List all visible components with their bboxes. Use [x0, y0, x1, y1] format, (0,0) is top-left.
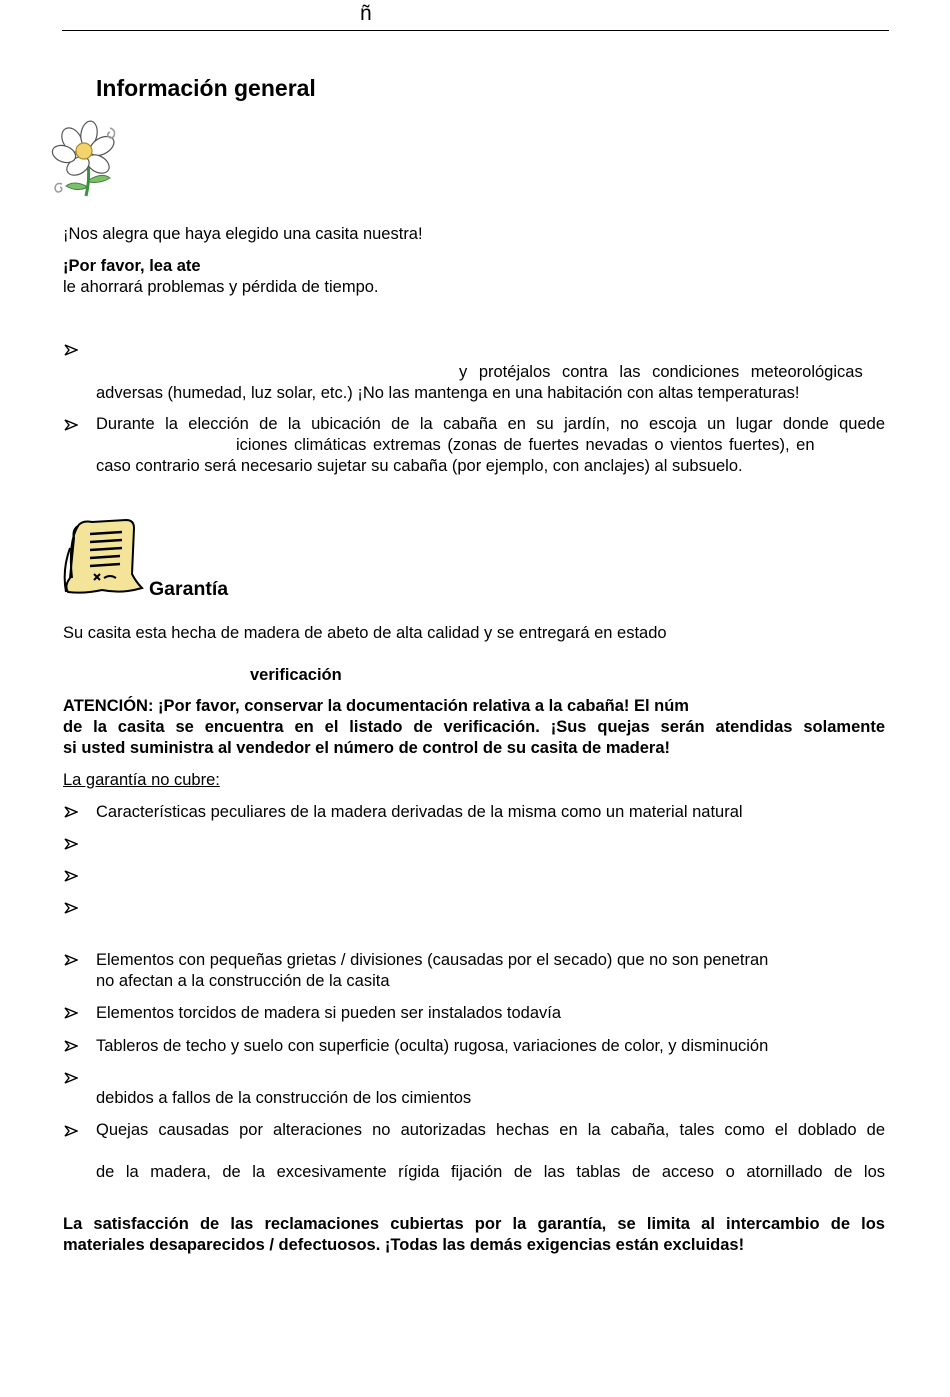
- guarantee-para1: Su casita esta hecha de madera de abeto de alta calidad y se entregará en estado: [63, 624, 667, 642]
- attention-line2: de la casita se encuentra en el listado de verificación. ¡Sus quejas serán atendidas solamente: [63, 718, 885, 736]
- section-title-guarantee: Garantía: [149, 578, 229, 600]
- please-read-line2: le ahorrará problemas y pérdida de tiempo.: [63, 278, 379, 296]
- intro-text: ¡Nos alegra que haya elegido una casita nuestra!: [63, 225, 423, 243]
- flower-icon: [44, 118, 122, 198]
- not-covered-item9-line2: de la madera, de la excesivamente rígida fijación de las tablas de acceso o atornillado de los: [96, 1163, 885, 1181]
- not-covered-item5-line1: Elementos con pequeñas grietas / divisiones (causadas por el secado) que no son penetran: [96, 951, 769, 969]
- section-title-general: Información general: [96, 75, 316, 101]
- bullet1-line2: y protéjalos contra las condiciones meteorológicas: [459, 363, 863, 381]
- not-covered-item8-line2: debidos a fallos de la construcción de los cimientos: [96, 1089, 472, 1107]
- scroll-document-icon: [62, 518, 144, 598]
- bullet2-line1: Durante la elección de la ubicación de la cabaña en su jardín, no escoja un lugar donde quede: [96, 415, 885, 433]
- attention-line3: si usted suministra al vendedor el número de control de su casita de madera!: [63, 739, 671, 757]
- bullet-arrow-icon: [64, 344, 78, 356]
- bullet2-line2: iciones climáticas extremas (zonas de fuertes nevadas o vientos fuertes), en: [236, 436, 815, 454]
- not-covered-heading: La garantía no cubre:: [63, 771, 220, 789]
- bullet-arrow-icon: [64, 1125, 78, 1137]
- bullet-arrow-icon: [64, 806, 78, 818]
- not-covered-item1: Características peculiares de la madera derivadas de la misma como un material natural: [96, 803, 743, 821]
- not-covered-item7: Tableros de techo y suelo con superficie (oculta) rugosa, variaciones de color, y disminución: [96, 1037, 769, 1055]
- bullet-arrow-icon: [64, 419, 78, 431]
- header-glyph: ñ: [360, 2, 372, 25]
- not-covered-item6: Elementos torcidos de madera si pueden ser instalados todavía: [96, 1004, 562, 1022]
- bullet-arrow-icon: [64, 1040, 78, 1052]
- bullet1-line3: adversas (humedad, luz solar, etc.) ¡No las mantenga en una habitación con altas temperaturas!: [96, 384, 800, 402]
- bullet-arrow-icon: [64, 902, 78, 914]
- not-covered-item9-line1: Quejas causadas por alteraciones no autorizadas hechas en la cabaña, tales como el doblado de: [96, 1121, 885, 1139]
- please-read-bold: ¡Por favor, lea ate: [63, 257, 201, 275]
- bullet-arrow-icon: [64, 870, 78, 882]
- verification-word: verificación: [250, 666, 342, 684]
- bullet-arrow-icon: [64, 1007, 78, 1019]
- attention-line1: ATENCIÓN: ¡Por favor, conservar la documentación relativa a la cabaña! El núm: [63, 697, 689, 715]
- bullet-arrow-icon: [64, 1072, 78, 1084]
- final-notice-line1: La satisfacción de las reclamaciones cubiertas por la garantía, se limita al intercambio de los: [63, 1215, 885, 1233]
- bullet2-line3: caso contrario será necesario sujetar su cabaña (por ejemplo, con anclajes) al subsuelo.: [96, 457, 743, 475]
- header-rule: [62, 30, 889, 31]
- not-covered-item5-line2: no afectan a la construcción de la casita: [96, 972, 390, 990]
- bullet-arrow-icon: [64, 838, 78, 850]
- bullet-arrow-icon: [64, 954, 78, 966]
- final-notice-line2: materiales desaparecidos / defectuosos. ¡Todas las demás exigencias están excluidas!: [63, 1236, 745, 1254]
